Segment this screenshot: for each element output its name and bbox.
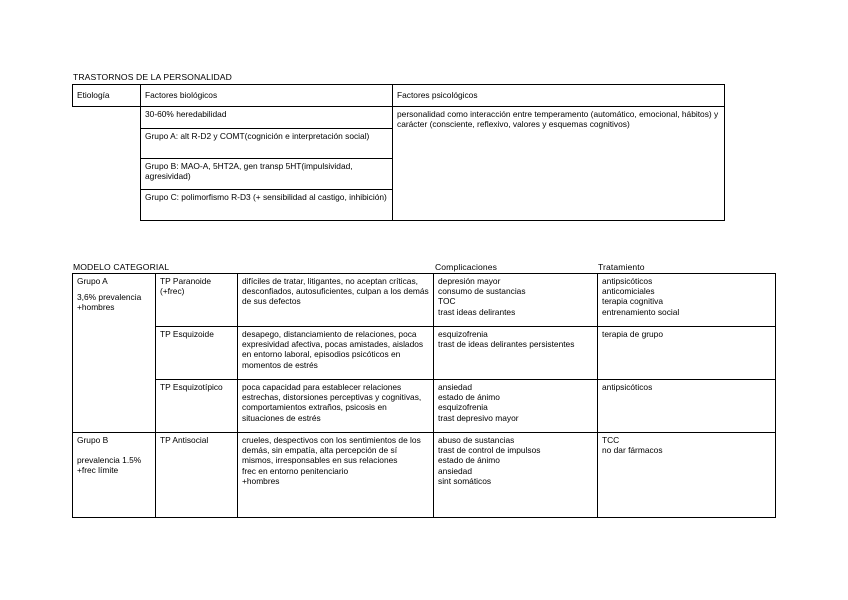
- biologico-row: Grupo B: MAO-A, 5HT2A, gen transp 5HT(impulsividad, agresividad): [141, 159, 393, 190]
- tp-description: desapego, distanciamiento de relaciones, poca expresividad afectiva, pocas amistades, aislados en entorno laboral, episodios psicóticos en momentos de estrés: [238, 327, 434, 380]
- tp-tratamiento: antipsicóticos: [598, 380, 776, 433]
- etiologia-table: [72, 84, 725, 221]
- tp-name: TP Antisocial: [156, 433, 238, 518]
- section2-title: MODELO CATEGORIAL: [73, 262, 170, 272]
- tp-description: difíciles de tratar, litigantes, no aceptan críticas, desconfiados, autosuficientes, culpan a los demás de sus defectos: [238, 274, 434, 327]
- tp-tratamiento: TCC no dar fármacos: [598, 433, 776, 518]
- section1-title: TRASTORNOS DE LA PERSONALIDAD: [73, 72, 232, 82]
- tp-name: TP Esquizoide: [156, 327, 238, 380]
- tp-complicaciones: abuso de sustancias trast de control de impulsos estado de ánimo ansiedad sint somáticos: [434, 433, 598, 518]
- tp-complicaciones: esquizofrenia trast de ideas delirantes persistentes: [434, 327, 598, 380]
- biologico-row: 30-60% heredabilidad: [141, 107, 393, 129]
- grupo-a-cell: [73, 274, 156, 433]
- grupo-b-info: prevalencia 1.5% +frec límite: [77, 455, 142, 476]
- tp-tratamiento: antipsicóticos anticomiciales terapia cognitiva entrenamiento social: [598, 274, 776, 327]
- tp-complicaciones: ansiedad estado de ánimo esquizofrenia trast depresivo mayor: [434, 380, 598, 433]
- grupo-a-name: Grupo A: [77, 276, 108, 286]
- grupo-b-cell: [73, 433, 156, 518]
- header-tratamiento: Tratamiento: [598, 262, 645, 272]
- header-etiologia: Etiología: [73, 85, 141, 107]
- biologico-row: Grupo A: alt R-D2 y COMT(cognición e interpretación social): [141, 129, 393, 159]
- header-biologicos: Factores biológicos: [141, 85, 393, 107]
- modelo-categorial-table: [72, 273, 776, 518]
- grupo-a-info: 3,6% prevalencia +hombres: [77, 292, 142, 313]
- tp-description: crueles, despectivos con los sentimientos de los demás, sin empatía, alta percepción de sí mismos, irresponsables en sus relaciones frec en entorno penitenciario +hombres: [238, 433, 434, 518]
- header-psicologicos: Factores psicológicos: [393, 85, 725, 107]
- tp-tratamiento: terapia de grupo: [598, 327, 776, 380]
- biologico-row: Grupo C: polimorfismo R-D3 (+ sensibilidad al castigo, inhibición): [141, 190, 393, 221]
- grupo-b-name: Grupo B: [77, 435, 109, 445]
- tp-name: TP Paranoide (+frec): [156, 274, 238, 327]
- tp-complicaciones: depresión mayor consumo de sustancias TOC trast ideas delirantes: [434, 274, 598, 327]
- tp-name: TP Esquizotípico: [156, 380, 238, 433]
- etiologia-blank: [73, 107, 141, 221]
- header-complicaciones: Complicaciones: [435, 262, 498, 272]
- psicologicos-text: personalidad como interacción entre temperamento (automático, emocional, hábitos) y carácter (consciente, reflexivo, valores y esquemas cognitivos): [393, 107, 725, 221]
- tp-description: poca capacidad para establecer relaciones estrechas, distorsiones perceptivas y cognitivas, comportamientos extraños, psicosis en situaciones de estrés: [238, 380, 434, 433]
